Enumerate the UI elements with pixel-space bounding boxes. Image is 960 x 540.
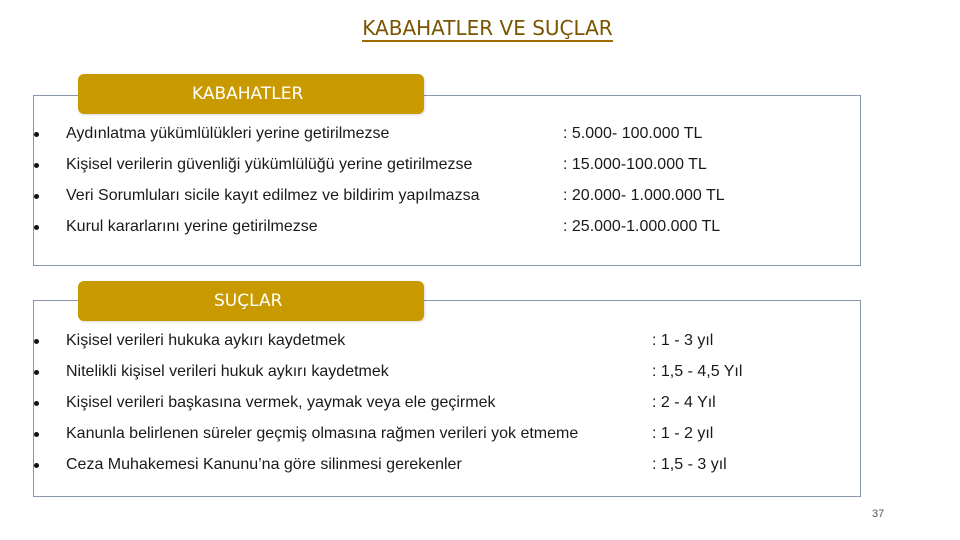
bullet-icon [34,432,39,437]
item-value: : 2 - 4 Yıl [652,394,716,411]
bullet-icon [34,463,39,468]
item-value: : 5.000- 100.000 TL [563,125,703,142]
suclar-tab-label: SUÇLAR [214,291,283,311]
item-value: : 15.000-100.000 TL [563,156,707,173]
item-value: : 1 - 3 yıl [652,332,714,349]
page-number: 37 [872,508,885,520]
item-value: : 20.000- 1.000.000 TL [563,187,725,204]
bullet-icon [34,339,39,344]
bullet-icon [34,132,39,137]
item-label: Kurul kararlarını yerine getirilmezse [66,218,318,235]
item-label: Veri Sorumluları sicile kayıt edilmez ve bildirim yapılmazsa [66,187,480,204]
item-value: : 25.000-1.000.000 TL [563,218,721,235]
bullet-icon [34,401,39,406]
item-value: : 1 - 2 yıl [652,425,714,442]
bullet-icon [34,370,39,375]
item-label: Ceza Muhakemesi Kanunu’na göre silinmesi gerekenler [66,456,462,473]
page-title [0,16,960,40]
kabahatler-panel [33,95,861,266]
item-value: : 1,5 - 3 yıl [652,456,727,473]
item-label: Kanunla belirlenen süreler geçmiş olmasına rağmen verileri yok etmeme [66,425,579,442]
bullet-icon [34,194,39,199]
bullet-icon [34,163,39,168]
item-label: Kişisel verileri başkasına vermek, yaymak veya ele geçirmek [66,394,496,411]
item-label: Kişisel verileri hukuka aykırı kaydetmek [66,332,346,349]
kabahatler-tab [78,74,424,114]
item-label: Aydınlatma yükümlülükleri yerine getirilmezse [66,125,390,142]
kabahatler-tab-label: KABAHATLER [192,84,304,104]
item-label: Nitelikli kişisel verileri hukuk aykırı kaydetmek [66,363,389,380]
bullet-icon [34,225,39,230]
item-label: Kişisel verilerin güvenliği yükümlülüğü yerine getirilmezse [66,156,473,173]
suclar-tab [78,281,424,321]
page-title-text: KABAHATLER VE SUÇLAR [362,16,613,40]
item-value: : 1,5 - 4,5 Yıl [652,363,743,380]
